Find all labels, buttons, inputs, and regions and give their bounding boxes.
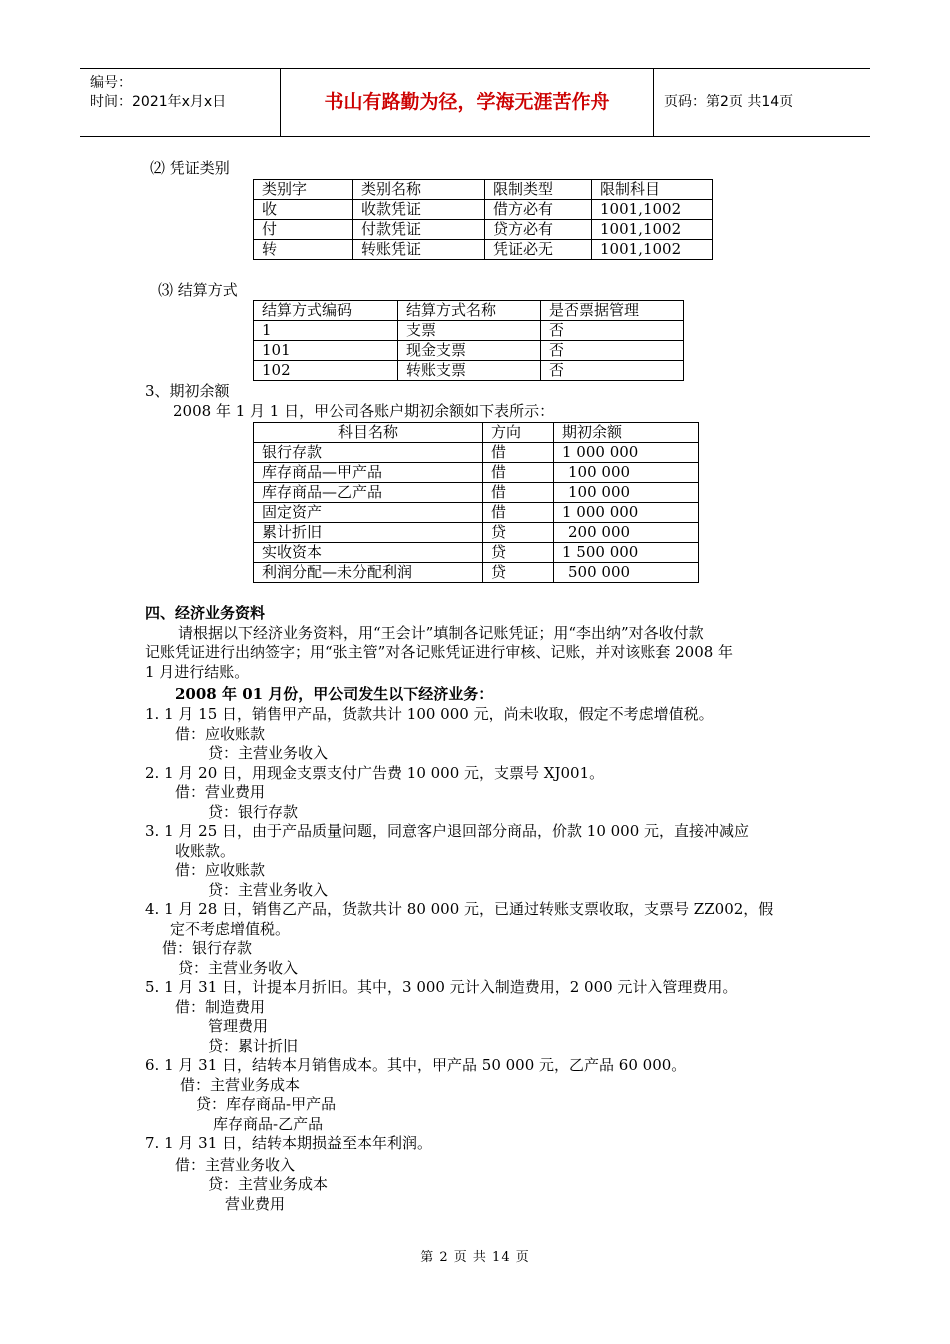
table-cell: 收款凭证 bbox=[353, 200, 485, 220]
journal-credit-line: 贷：主营业务收入 bbox=[208, 744, 329, 762]
journal-credit-line: 贷：主营业务收入 bbox=[178, 959, 299, 977]
table-header-cell: 结算方式编码 bbox=[254, 301, 398, 321]
table-cell: 银行存款 bbox=[254, 443, 483, 463]
journal-credit-line: 营业费用 bbox=[225, 1195, 286, 1213]
business-section-title: 四、经济业务资料 bbox=[145, 604, 266, 622]
table-cell: 1001,1002 bbox=[592, 200, 713, 220]
table-header-cell: 是否票据管理 bbox=[541, 301, 684, 321]
table-cell: 100 000 bbox=[554, 463, 699, 483]
table-header-row bbox=[254, 180, 713, 200]
table-cell: 转账支票 bbox=[398, 361, 541, 381]
table-cell: 支票 bbox=[398, 321, 541, 341]
header-meta-cell bbox=[80, 69, 281, 136]
header-slogan: 书山有路勤为径，学海无涯苦作舟 bbox=[281, 69, 654, 136]
table-row bbox=[254, 563, 699, 583]
table-row bbox=[254, 483, 699, 503]
table-cell: 100 000 bbox=[554, 483, 699, 503]
table-cell: 贷 bbox=[483, 543, 554, 563]
journal-credit-line: 贷：银行存款 bbox=[208, 803, 299, 821]
voucher-table bbox=[253, 179, 713, 260]
table-cell: 借 bbox=[483, 463, 554, 483]
business-item: 5. 1 月 31 日，计提本月折旧。其中，3 000 元计入制造费用，2 000 元计入管理费用。 bbox=[145, 978, 738, 996]
journal-credit-line: 库存商品-乙产品 bbox=[213, 1115, 324, 1133]
table-row bbox=[254, 443, 699, 463]
table-header-row bbox=[254, 423, 699, 443]
table-cell: 库存商品—甲产品 bbox=[254, 463, 483, 483]
balance-intro: 2008 年 1 月 1 日，甲公司各账户期初余额如下表所示： bbox=[173, 402, 555, 420]
table-cell: 实收资本 bbox=[254, 543, 483, 563]
business-para-line: 1 月进行结账。 bbox=[145, 663, 250, 681]
page-footer: 第 2 页 共 14 页 bbox=[420, 1250, 530, 1265]
business-item: 1. 1 月 15 日，销售甲产品，货款共计 100 000 元，尚未收取，假定不考虑增值税。 bbox=[145, 705, 714, 723]
business-para-line: 请根据以下经济业务资料，用“王会计”填制各记账凭证；用“李出纳”对各收付款 bbox=[178, 624, 704, 642]
journal-credit-line: 贷：主营业务成本 bbox=[208, 1175, 329, 1193]
table-cell: 1001,1002 bbox=[592, 240, 713, 260]
table-header-cell: 限制科目 bbox=[592, 180, 713, 200]
journal-debit-line: 借：主营业务成本 bbox=[180, 1076, 301, 1094]
table-cell: 101 bbox=[254, 341, 398, 361]
business-item: 7. 1 月 31 日，结转本期损益至本年利润。 bbox=[145, 1134, 433, 1152]
journal-debit-line: 借：银行存款 bbox=[162, 939, 253, 957]
table-header-cell: 科目名称 bbox=[254, 423, 483, 443]
business-item: 2. 1 月 20 日，用现金支票支付广告费 10 000 元，支票号 XJ001。 bbox=[145, 764, 605, 782]
table-cell: 付 bbox=[254, 220, 353, 240]
table-header-cell: 期初余额 bbox=[554, 423, 699, 443]
table-cell: 借 bbox=[483, 503, 554, 523]
table-cell: 500 000 bbox=[554, 563, 699, 583]
table-row bbox=[254, 543, 699, 563]
table-header-cell: 方向 bbox=[483, 423, 554, 443]
table-cell: 102 bbox=[254, 361, 398, 381]
journal-credit-line: 贷：主营业务收入 bbox=[208, 881, 329, 899]
table-cell: 否 bbox=[541, 361, 684, 381]
business-para-line: 记账凭证进行出纳签字；用“张主管”对各记账凭证进行审核、记账，并对该账套 2008 年 bbox=[145, 643, 734, 661]
table-cell: 贷方必有 bbox=[485, 220, 592, 240]
number-label: 编号： bbox=[90, 75, 132, 91]
business-item: 3. 1 月 25 日，由于产品质量问题，同意客户退回部分商品，价款 10 000 元，直接冲减应 bbox=[145, 822, 750, 840]
table-cell: 1001,1002 bbox=[592, 220, 713, 240]
settlement-section-title: ⑶ 结算方式 bbox=[158, 281, 238, 299]
journal-debit-line: 借：主营业务收入 bbox=[175, 1156, 296, 1174]
business-item-continued: 收账款。 bbox=[175, 842, 236, 860]
table-cell: 否 bbox=[541, 341, 684, 361]
table-cell: 利润分配—未分配利润 bbox=[254, 563, 483, 583]
journal-debit-line: 借：应收账款 bbox=[175, 725, 266, 743]
table-row bbox=[254, 503, 699, 523]
page-header bbox=[80, 68, 870, 137]
table-header-cell: 类别名称 bbox=[353, 180, 485, 200]
table-header-cell: 类别字 bbox=[254, 180, 353, 200]
journal-debit-line: 借：制造费用 bbox=[175, 998, 266, 1016]
journal-debit-line: 管理费用 bbox=[208, 1017, 269, 1035]
table-cell: 借方必有 bbox=[485, 200, 592, 220]
table-cell: 1 000 000 bbox=[554, 503, 699, 523]
table-cell: 借 bbox=[483, 443, 554, 463]
table-row bbox=[254, 321, 684, 341]
table-header-cell: 限制类型 bbox=[485, 180, 592, 200]
table-cell: 收 bbox=[254, 200, 353, 220]
table-row bbox=[254, 240, 713, 260]
table-row bbox=[254, 361, 684, 381]
table-row bbox=[254, 200, 713, 220]
journal-credit-line: 贷：库存商品-甲产品 bbox=[196, 1095, 337, 1113]
business-item-continued: 定不考虑增值税。 bbox=[170, 920, 291, 938]
table-cell: 付款凭证 bbox=[353, 220, 485, 240]
table-cell: 1 500 000 bbox=[554, 543, 699, 563]
table-cell: 借 bbox=[483, 483, 554, 503]
table-cell: 固定资产 bbox=[254, 503, 483, 523]
table-cell: 现金支票 bbox=[398, 341, 541, 361]
table-cell: 1 000 000 bbox=[554, 443, 699, 463]
voucher-section-title: ⑵ 凭证类别 bbox=[150, 159, 230, 177]
journal-credit-line: 贷：累计折旧 bbox=[208, 1037, 299, 1055]
table-cell: 转账凭证 bbox=[353, 240, 485, 260]
table-cell: 200 000 bbox=[554, 523, 699, 543]
business-subtitle: 2008 年 01 月份，甲公司发生以下经济业务： bbox=[175, 685, 494, 703]
settlement-table bbox=[253, 300, 684, 381]
header-page-info: 页码：第2页 共14页 bbox=[664, 94, 794, 110]
table-row bbox=[254, 220, 713, 240]
table-row bbox=[254, 341, 684, 361]
time-label: 时间：2021年x月x日 bbox=[90, 94, 227, 110]
balance-table bbox=[253, 422, 699, 583]
table-cell: 凭证必无 bbox=[485, 240, 592, 260]
business-item: 6. 1 月 31 日，结转本月销售成本。其中，甲产品 50 000 元，乙产品 60 000。 bbox=[145, 1056, 687, 1074]
table-cell: 累计折旧 bbox=[254, 523, 483, 543]
table-header-row bbox=[254, 301, 684, 321]
table-cell: 贷 bbox=[483, 523, 554, 543]
table-row bbox=[254, 523, 699, 543]
table-cell: 转 bbox=[254, 240, 353, 260]
table-cell: 库存商品—乙产品 bbox=[254, 483, 483, 503]
table-header-cell: 结算方式名称 bbox=[398, 301, 541, 321]
balance-section-title: 3、期初余额 bbox=[145, 382, 230, 400]
table-cell: 贷 bbox=[483, 563, 554, 583]
journal-debit-line: 借：应收账款 bbox=[175, 861, 266, 879]
table-cell: 1 bbox=[254, 321, 398, 341]
table-cell: 否 bbox=[541, 321, 684, 341]
table-row bbox=[254, 463, 699, 483]
journal-debit-line: 借：营业费用 bbox=[175, 783, 266, 801]
business-item: 4. 1 月 28 日，销售乙产品，货款共计 80 000 元，已通过转账支票收取，支票号 ZZ002，假 bbox=[145, 900, 774, 918]
